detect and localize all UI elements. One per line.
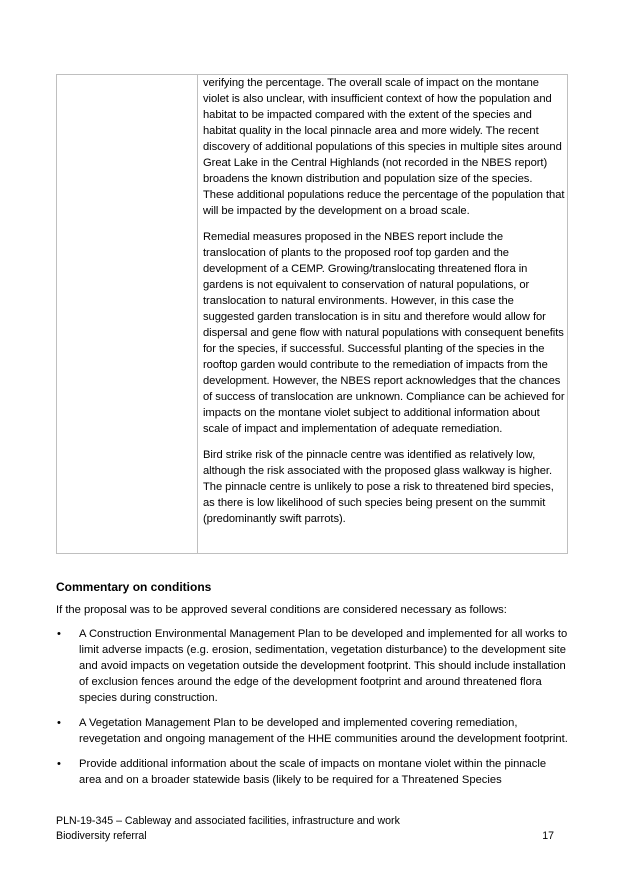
section-intro: If the proposal was to be approved several conditions are considered necessary as follows: [56, 604, 507, 616]
paragraph-bird-strike: Bird strike risk of the pinnacle centre was identified as relatively low, although the risk associated with the proposed glass walkway is higher. The pinnacle centre is unlikely to pose a risk to threatened bird species, as there is low likelihood of such species being present on the summit (predominantly swift parrots). [203, 449, 554, 525]
list-item [56, 715, 568, 747]
bullet-icon: • [57, 628, 61, 640]
list-item [56, 756, 568, 788]
list-item-text: Provide additional information about the scale of impacts on montane violet within the pinnacle area and on a broader statewide basis (likely to be required for a Threatened Species [79, 758, 547, 786]
paragraph-montane-violet-scale: verifying the percentage. The overall scale of impact on the montane violet is also unclear, with insufficient context of how the population and habitat to be impacted compared with the extent of the species and habitat quality in the local pinnacle area and more widely. The recent discovery of additional populations of this species in multiple sites around Great Lake in the Central Highlands (not recorded in the NBES report) broadens the known distribution and population size of the species. These additional populations reduce the percentage of the population that will be impacted by the development on a broad scale. [203, 77, 565, 217]
list-item-text: A Vegetation Management Plan to be developed and implemented covering remediation, revegetation and ongoing management of the HHE communities around the development footprint. [79, 717, 568, 745]
bullet-icon: • [57, 758, 61, 770]
page-number: 17 [542, 830, 554, 842]
table-column-divider [197, 75, 198, 553]
list-item [56, 626, 568, 706]
footer-document-subtitle: Biodiversity referral [56, 830, 147, 842]
paragraph-remedial-measures: Remedial measures proposed in the NBES report include the translocation of plants to the proposed roof top garden and the development of a CEMP. Growing/translocating threatened flora in gardens is not equivalent to conservation of natural populations, or translocation to natural environments. However, in this case the suggested garden translocation is in situ and therefore would allow for dispersal and gene flow with natural populations with consequent benefits for the species, if successful. Successful planting of the species in the rooftop garden would contribute to the remediation of impacts from the development. However, the NBES report acknowledges that the chances of success of translocation are unknown. Compliance can be achieved for impacts on the montane violet subject to additional information about scale of impact and implementation of adequate remediation. [203, 231, 565, 435]
bullet-icon: • [57, 717, 61, 729]
footer-document-title: PLN-19-345 – Cableway and associated facilities, infrastructure and work [56, 815, 400, 827]
table-cell-commentary [203, 75, 565, 537]
assessment-table [56, 74, 568, 554]
section-heading: Commentary on conditions [56, 580, 212, 594]
page-footer [56, 814, 568, 844]
conditions-list [56, 626, 568, 797]
list-item-text: A Construction Environmental Management Plan to be developed and implemented for all works to limit adverse impacts (e.g. erosion, sedimentation, vegetation disturbance) to the development site and avoid impacts on vegetation outside the development footprint. This should include installation of exclusion fences around the edge of the development footprint and around threatened flora species during construction. [79, 628, 568, 704]
